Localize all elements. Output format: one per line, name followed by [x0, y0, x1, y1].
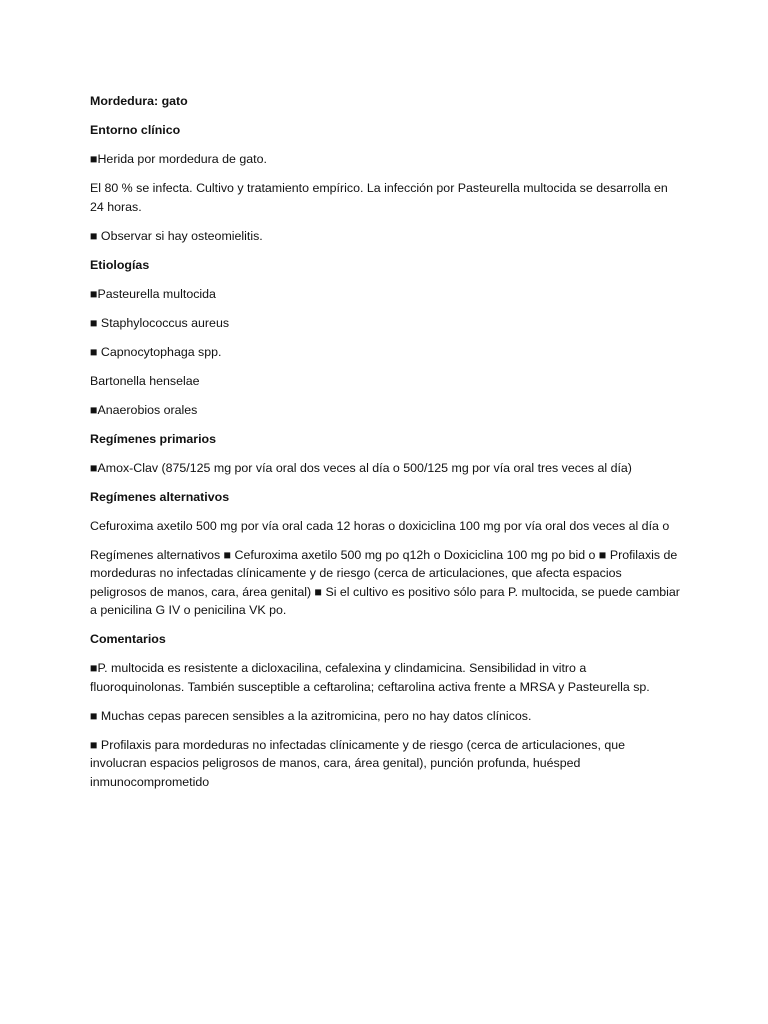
paragraph: Regímenes alternativos ■ Cefuroxima axetilo 500 mg po q12h o Doxiciclina 100 mg po bid o ■ Profilaxis de mordeduras no infectadas clínicamente y de riesgo (cerca de articulaciones, que afecta espacios peligrosos de manos, cara, área genital) ■ Si el cultivo es positivo sólo para P. multocida, se puede cambiar a penicilina G IV o penicilina VK po.: [90, 547, 684, 617]
list-item: Bartonella henselae: [90, 373, 200, 388]
list-item: ■ Staphylococcus aureus: [90, 315, 230, 330]
list-item: ■ Capnocytophaga spp.: [90, 344, 222, 359]
section-heading-primary-regimens: Regímenes primarios: [90, 431, 217, 446]
section-heading-comments: Comentarios: [90, 632, 166, 646]
document-title: Mordedura: gato: [90, 94, 188, 108]
section-heading-etiologies: Etiologías: [90, 257, 150, 272]
list-item: ■Anaerobios orales: [90, 402, 198, 417]
section-heading-alternative-regimens: Regímenes alternativos: [90, 489, 230, 504]
paragraph: ■ Muchas cepas parecen sensibles a la azitromicina, pero no hay datos clínicos.: [90, 708, 532, 723]
paragraph: ■Herida por mordedura de gato.: [90, 152, 267, 166]
paragraph: ■Amox-Clav (875/125 mg por vía oral dos veces al día o 500/125 mg por vía oral tres veces al día): [90, 460, 632, 475]
document-page: [90, 92, 684, 802]
paragraph: El 80 % se infecta. Cultivo y tratamiento empírico. La infección por Pasteurella multocida se desarrolla en 24 horas.: [90, 181, 672, 214]
paragraph: ■P. multocida es resistente a dicloxacilina, cefalexina y clindamicina. Sensibilidad in vitro a fluoroquinolonas. También susceptible a ceftarolina; ceftarolina activa frente a MRSA y Pasteurella sp.: [90, 661, 650, 694]
paragraph: ■ Observar si hay osteomielitis.: [90, 228, 263, 243]
section-heading-clinical-setting: Entorno clínico: [90, 123, 181, 137]
list-item: ■Pasteurella multocida: [90, 286, 216, 301]
paragraph: ■ Profilaxis para mordeduras no infectadas clínicamente y de riesgo (cerca de articulaciones, que involucran espacios peligrosos de manos, cara, área genital), punción profunda, huésped inmunocomprometido: [90, 737, 629, 789]
paragraph: Cefuroxima axetilo 500 mg por vía oral cada 12 horas o doxiciclina 100 mg por vía oral dos veces al día o: [90, 518, 670, 533]
